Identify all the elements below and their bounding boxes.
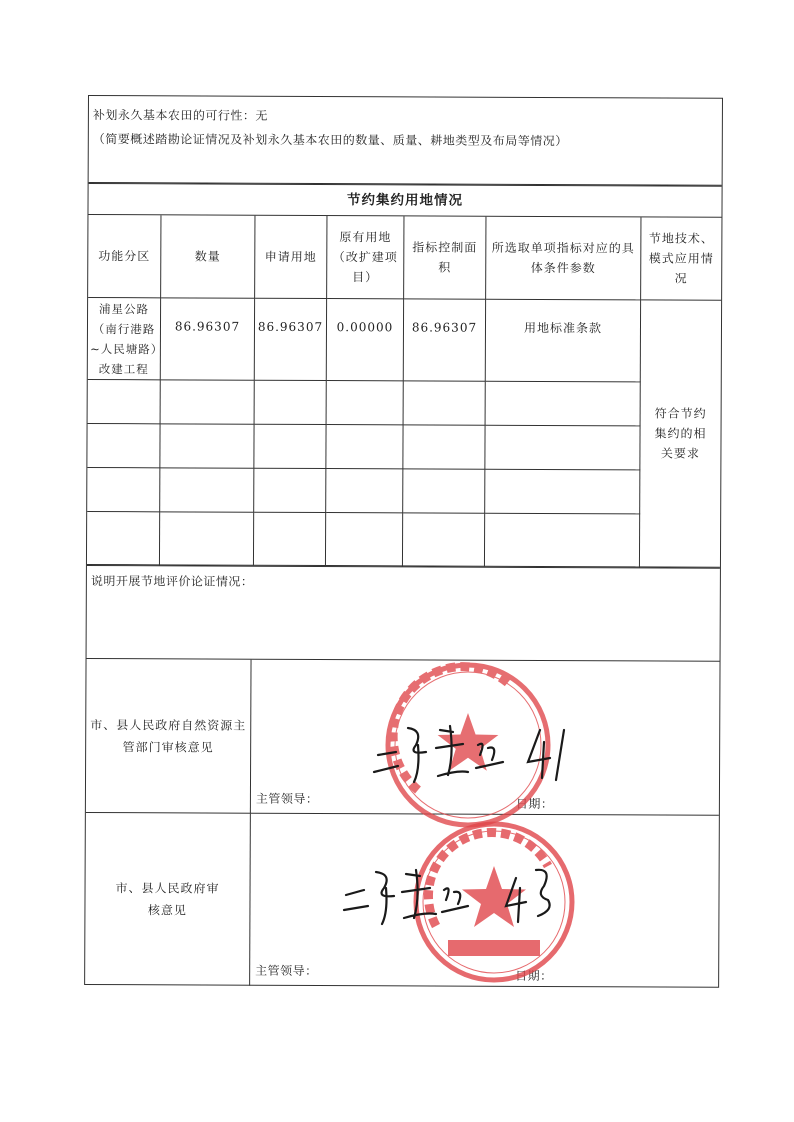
empty-cell — [254, 513, 326, 566]
empty-cell — [160, 468, 254, 512]
feasibility-line1: 补划永久基本农田的可行性：无 — [92, 108, 268, 123]
header-existing: 原有用地（改扩建项目） — [327, 216, 404, 299]
review2-section — [85, 813, 719, 988]
feasibility-section — [89, 96, 722, 186]
empty-cell — [403, 513, 485, 566]
review2-date: 日期： — [515, 968, 553, 984]
empty-cell — [254, 425, 326, 469]
header-zone: 功能分区 — [88, 215, 161, 298]
empty-cell — [160, 424, 254, 468]
empty-cell — [404, 381, 486, 425]
row-quantity: 86.96307 — [161, 298, 255, 380]
empty-cell — [254, 469, 326, 513]
header-applied: 申请用地 — [255, 216, 327, 299]
review1-label: 市、县人民政府自然资源主管部门审核意见 — [86, 659, 252, 814]
review2-label: 市、县人民政府审核意见 — [85, 813, 251, 986]
header-params: 所选取单项指标对应的具体条件参数 — [486, 217, 641, 301]
empty-cell — [160, 512, 254, 565]
feasibility-line2: （简要概述踏勘论证情况及补划永久基本农田的数量、质量、耕地类型及布局等情况） — [92, 132, 568, 149]
review1-date: 日期： — [515, 796, 554, 812]
form-sheet — [84, 95, 723, 988]
empty-cell — [485, 470, 640, 515]
evaluation-label: 说明开展节地评价论证情况： — [90, 574, 254, 589]
empty-cell — [485, 426, 640, 471]
review1-leader: 主管领导： — [255, 791, 319, 807]
empty-cell — [255, 381, 327, 425]
evaluation-section — [87, 565, 720, 662]
empty-cell — [327, 381, 404, 425]
empty-cell — [326, 425, 403, 469]
row-applied: 86.96307 — [255, 299, 327, 381]
header-index-area: 指标控制面积 — [404, 216, 486, 299]
row-index-area: 86.96307 — [404, 299, 486, 381]
empty-cell — [403, 425, 485, 469]
review1-section — [86, 659, 720, 816]
empty-cell — [87, 468, 160, 512]
row-existing: 0.00000 — [327, 299, 404, 381]
empty-cell — [88, 380, 161, 424]
header-quantity: 数量 — [161, 215, 255, 298]
tech-note: 符合节约集约的相关要求 — [640, 300, 721, 567]
land-saving-title: 节约集约用地情况 — [88, 183, 721, 218]
empty-cell — [485, 514, 640, 568]
row-zone: 浦星公路（南行港路~人民塘路）改建工程 — [88, 298, 161, 380]
land-saving-section — [87, 183, 722, 568]
row-params: 用地标准条款 — [486, 300, 641, 383]
empty-cell — [161, 380, 255, 424]
header-tech: 节地技术、模式应用情况 — [641, 217, 721, 300]
empty-cell — [486, 382, 641, 427]
empty-cell — [87, 424, 160, 468]
empty-cell — [326, 513, 403, 566]
empty-cell — [403, 469, 485, 513]
empty-cell — [326, 469, 403, 513]
review2-leader: 主管领导： — [255, 963, 318, 979]
empty-cell — [87, 512, 160, 565]
